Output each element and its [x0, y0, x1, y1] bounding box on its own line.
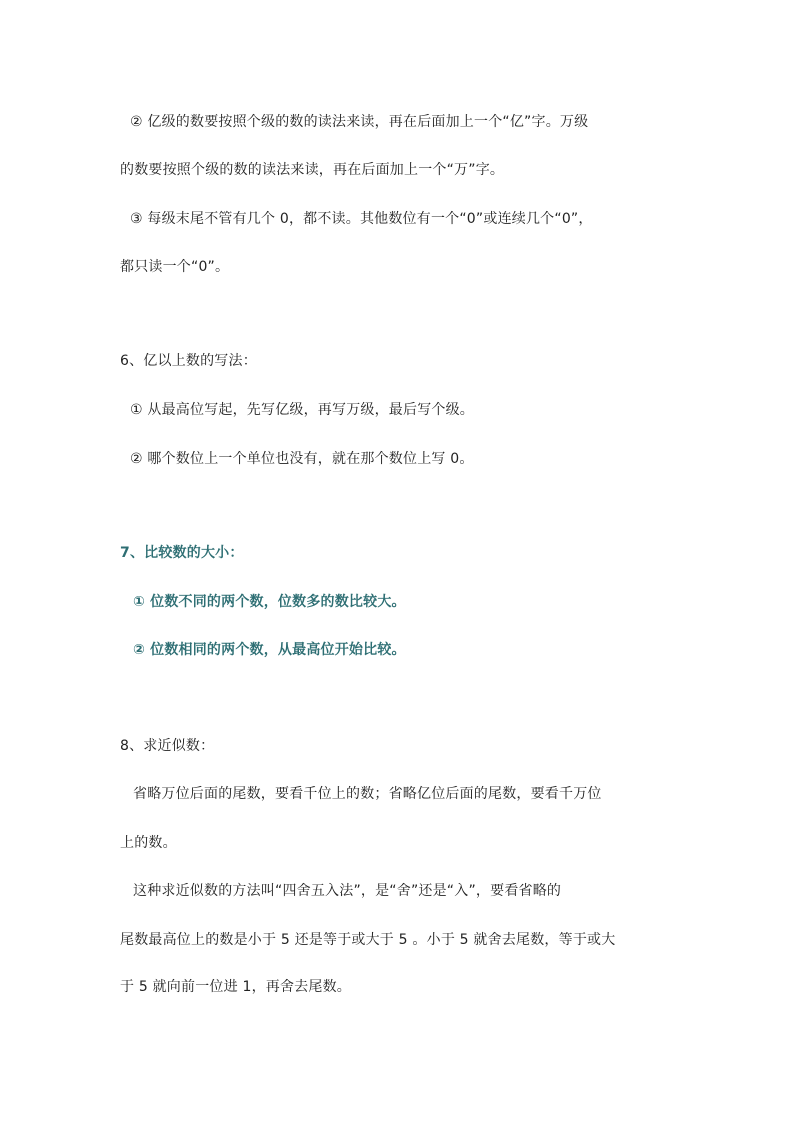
- section-8-heading: 8、求近似数：: [120, 738, 215, 754]
- compare-rule-2: ② 位数相同的两个数，从最高位开始比较。: [133, 642, 406, 658]
- approximation-paragraph-1-line-1: 省略万位后面的尾数，要看千位上的数；省略亿位后面的尾数，要看千万位: [133, 786, 602, 802]
- rule-2-reading-line-2: 的数要按照个级的数的读法来读，再在后面加上一个“万”字。: [120, 162, 505, 178]
- rule-3-reading-line-2: 都只读一个“0”。: [120, 259, 230, 275]
- approximation-paragraph-2-line-1: 这种求近似数的方法叫“四舍五入法”，是“舍”还是“入”，要看省略的: [133, 883, 562, 899]
- rule-2-reading-line-1: ② 亿级的数要按照个级的数的读法来读，再在后面加上一个“亿”字。万级: [130, 114, 589, 130]
- rule-3-reading-line-1: ③ 每级末尾不管有几个 0，都不读。其他数位有一个“0”或连续几个“0”，: [130, 211, 593, 227]
- approximation-paragraph-2-line-3: 于 5 就向前一位进 1，再舍去尾数。: [120, 979, 351, 995]
- section-7-heading: 7、比较数的大小：: [120, 545, 244, 561]
- writing-rule-2: ② 哪个数位上一个单位也没有，就在那个数位上写 0。: [130, 451, 474, 467]
- approximation-paragraph-2-line-2: 尾数最高位上的数是小于 5 还是等于或大于 5 。小于 5 就舍去尾数，等于或大: [120, 932, 616, 948]
- writing-rule-1: ① 从最高位写起，先写亿级，再写万级，最后写个级。: [130, 402, 474, 418]
- approximation-paragraph-1-line-2: 上的数。: [120, 835, 177, 851]
- compare-rule-1: ① 位数不同的两个数，位数多的数比较大。: [133, 594, 406, 610]
- section-6-heading: 6、亿以上数的写法：: [120, 353, 257, 369]
